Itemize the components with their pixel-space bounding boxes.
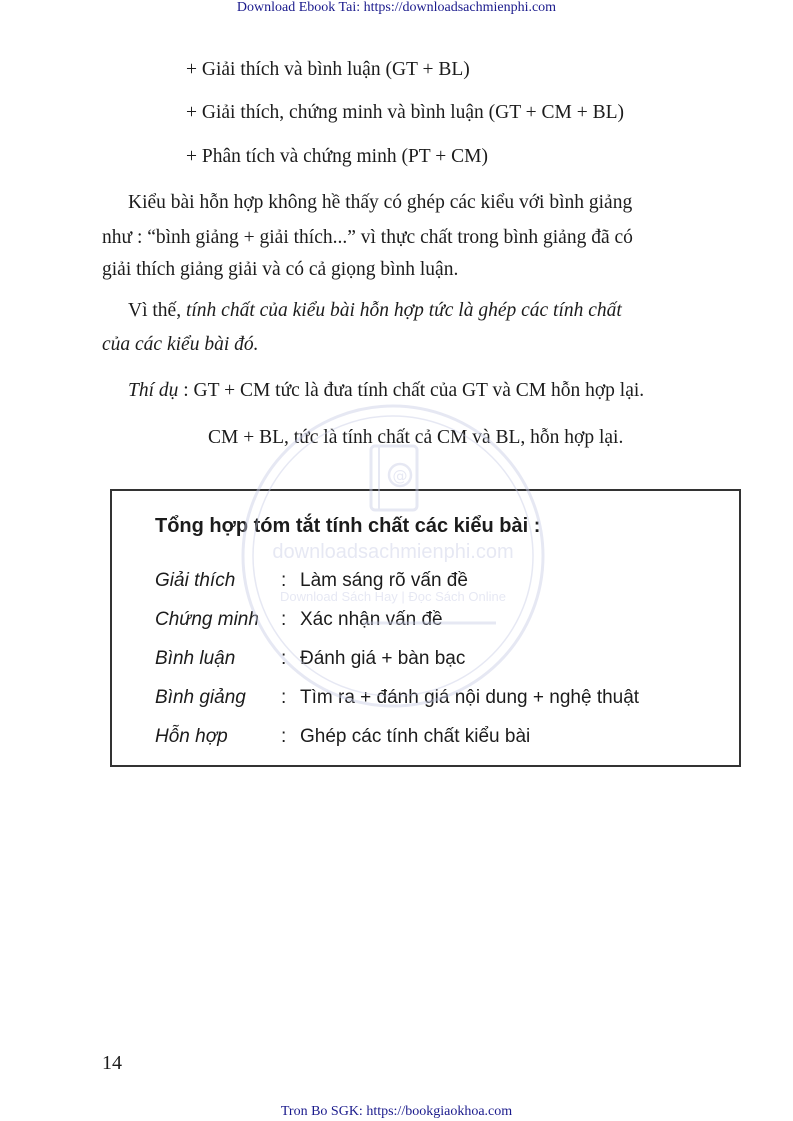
paragraph-line: như : “bình giảng + giải thích...” vì thực chất trong bình giảng đã có xyxy=(102,227,633,248)
example-label: Thí dụ xyxy=(128,380,179,401)
summary-box xyxy=(110,489,741,767)
watermark-site: downloadsachmienphi.com xyxy=(272,541,514,563)
svg-text:@: @ xyxy=(392,467,408,485)
summary-term: Chứng minh xyxy=(155,609,259,630)
watermark-tagline: Download Sách Hay | Đọc Sách Online xyxy=(280,589,506,604)
summary-title: Tổng hợp tóm tắt tính chất các kiểu bài : xyxy=(155,515,541,537)
summary-colon: : xyxy=(281,726,287,747)
summary-desc: Xác nhận vấn đề xyxy=(300,609,443,630)
paragraph-line: Kiểu bài hỗn hợp không hề thấy có ghép các kiểu với bình giảng xyxy=(128,192,633,213)
summary-term: Giải thích xyxy=(155,570,236,591)
summary-desc: Tìm ra + đánh giá nội dung + nghệ thuật xyxy=(300,687,640,708)
bullet-item: + Giải thích, chứng minh và bình luận (GT + CM + BL) xyxy=(186,102,625,123)
example-line xyxy=(128,380,644,402)
summary-term: Bình luận xyxy=(155,648,236,669)
footer-link[interactable]: Tron Bo SGK: https://bookgiaokhoa.com xyxy=(280,1104,513,1119)
paragraph-emphasis: tính chất của kiểu bài hỗn hợp tức là ghép các tính chất xyxy=(185,300,622,321)
summary-colon: : xyxy=(281,648,287,669)
bullet-item: + Giải thích và bình luận (GT + BL) xyxy=(186,59,470,80)
example-text: : GT + CM tức là đưa tính chất của GT và CM hỗn hợp lại. xyxy=(178,380,645,401)
summary-term: Bình giảng xyxy=(155,687,246,708)
paragraph-lead: Vì thế, xyxy=(128,300,186,321)
page-number: 14 xyxy=(102,1052,122,1074)
summary-term: Hỗn hợp xyxy=(155,726,228,747)
summary-desc: Làm sáng rõ vấn đề xyxy=(300,570,468,591)
paragraph-line xyxy=(128,300,622,322)
paragraph-line: của các kiểu bài đó. xyxy=(102,334,259,355)
summary-colon: : xyxy=(281,609,287,630)
summary-colon: : xyxy=(281,687,287,708)
summary-desc: Đánh giá + bàn bạc xyxy=(300,648,466,669)
summary-colon: : xyxy=(281,570,287,591)
summary-desc: Ghép các tính chất kiểu bài xyxy=(300,726,531,747)
header-link[interactable]: Download Ebook Tai: https://downloadsachmienphi.com xyxy=(236,0,557,15)
example-line: CM + BL, tức là tính chất cả CM và BL, hỗn hợp lại. xyxy=(208,427,624,448)
paragraph-line: giải thích giảng giải và có cả giọng bình luận. xyxy=(102,259,459,280)
bullet-item: + Phân tích và chứng minh (PT + CM) xyxy=(186,146,488,167)
